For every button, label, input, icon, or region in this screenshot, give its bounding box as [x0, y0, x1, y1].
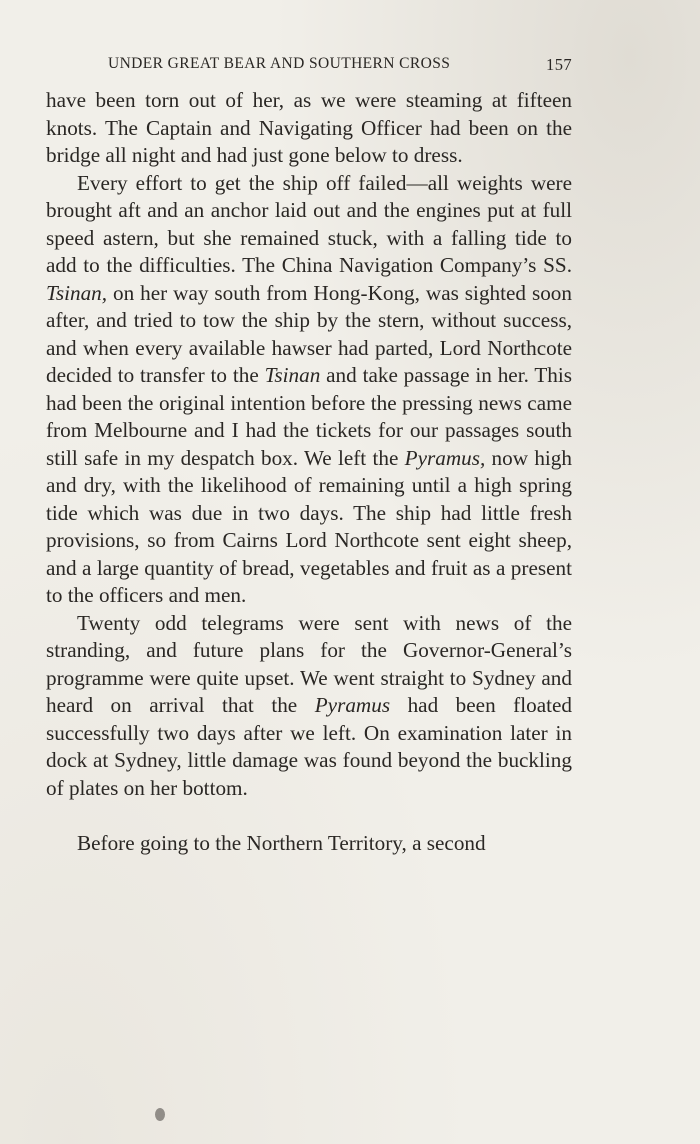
paragraph-3-text-part-1: Twenty odd telegrams were sent with news of the stranding, and future plans for the Governor-General’s programme were quite upset. We went straight to Sydney and heard on arrival that the [46, 610, 572, 717]
running-header [46, 55, 572, 77]
page-blemish [155, 1108, 165, 1121]
ship-name-tsinan: Tsinan, [46, 280, 108, 305]
paragraph-3 [46, 610, 572, 803]
running-title: UNDER GREAT BEAR AND SOUTHERN CROSS [108, 55, 451, 72]
paragraph-1-text: have been torn out of her, as we were steaming at fifteen knots. The Captain and Navigating Officer had been on the bridge all night and had just gone below to dress. [46, 88, 572, 167]
paragraph-1 [46, 87, 572, 170]
body-text [46, 87, 572, 858]
paragraph-2-text-part-3: and take passage in her. This had been the original intention before the pressing news came from Melbourne and I had the tickets for our passages south still safe in my despatch box. We left the [46, 363, 572, 470]
page-number: 157 [546, 55, 572, 74]
paragraph-2-text-part-1: Every effort to get the ship off failed—all weights were brought aft and an anchor laid out and the engines put at full speed astern, but she remained stuck, with a falling tide to add to the difficulties. The China Navigation Company’s SS. [46, 170, 572, 277]
paragraph-2 [46, 170, 572, 610]
paragraph-3-text-part-2: had been floated successfully two days after we left. On examination later in dock at Sydney, little damage was found beyond the buckling of plates on her bottom. [46, 693, 572, 800]
paragraph-2-text-part-2: on her way south from Hong-Kong, was sighted soon after, and tried to tow the ship by the stern, without success, and when every available hawser had parted, Lord Northcote decided to transfer to the [46, 280, 572, 387]
ship-name-tsinan: Tsinan [264, 363, 321, 387]
paragraph-2-text-part-4: now high and dry, with the likelihood of remaining until a high spring tide which was due in two days. The ship had little fresh provisions, so from Cairns Lord Northcote sent eight sheep, and a large quantity of bread, vegetables and fruit as a present to the officers and men. [46, 445, 572, 607]
paragraph-4 [46, 830, 572, 858]
ship-name-pyramus: Pyramus [314, 693, 391, 717]
ship-name-pyramus: Pyramus, [404, 445, 486, 470]
paragraph-4-text: Before going to the Northern Territory, a second [77, 831, 486, 855]
